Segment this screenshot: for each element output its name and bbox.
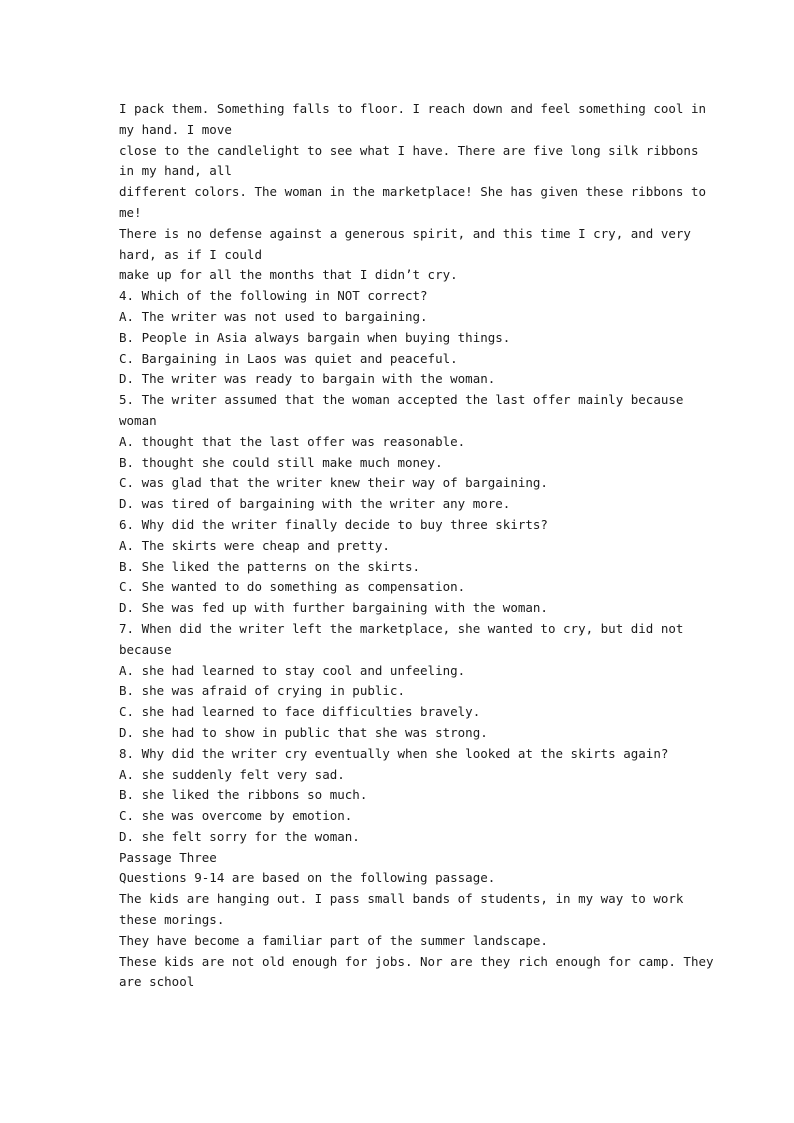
question-5-option-c: C. was glad that the writer knew their way of bargaining. bbox=[119, 475, 548, 491]
passage-line: me! bbox=[119, 204, 142, 220]
section-instructions: Questions 9-14 are based on the following passage. bbox=[119, 870, 496, 886]
passage-line: make up for all the months that I didn’t cry. bbox=[119, 267, 458, 283]
question-4: 4. Which of the following in NOT correct? bbox=[119, 288, 428, 304]
passage-line: I pack them. Something falls to floor. I reach down and feel something cool in bbox=[119, 101, 706, 116]
question-8-option-d: D. she felt sorry for the woman. bbox=[119, 828, 360, 844]
question-7-continuation: because bbox=[119, 641, 172, 657]
question-6-option-c: C. She wanted to do something as compensation. bbox=[119, 579, 466, 595]
passage-line: these morings. bbox=[119, 912, 225, 928]
question-7-option-b: B. she was afraid of crying in public. bbox=[119, 683, 405, 699]
question-4-option-c: C. Bargaining in Laos was quiet and peaceful. bbox=[119, 350, 458, 366]
passage-line: These kids are not old enough for jobs. Nor are they rich enough for camp. They bbox=[119, 953, 714, 969]
question-5-option-b: B. thought she could still make much money. bbox=[119, 454, 443, 470]
question-6-option-b: B. She liked the patterns on the skirts. bbox=[119, 558, 421, 574]
passage-line: my hand. I move bbox=[119, 121, 232, 137]
question-8-option-b: B. she liked the ribbons so much. bbox=[119, 787, 368, 803]
question-7-option-d: D. she had to show in public that she was strong. bbox=[119, 724, 488, 740]
question-4-option-b: B. People in Asia always bargain when buying things. bbox=[119, 329, 511, 345]
passage-line: in my hand, all bbox=[119, 163, 232, 179]
question-5-option-a: A. thought that the last offer was reasonable. bbox=[119, 433, 466, 449]
question-5-continuation: woman bbox=[119, 412, 157, 428]
question-6-option-a: A. The skirts were cheap and pretty. bbox=[119, 537, 390, 553]
question-7-option-c: C. she had learned to face difficulties bravely. bbox=[119, 704, 481, 720]
question-4-option-a: A. The writer was not used to bargaining. bbox=[119, 308, 428, 324]
question-8: 8. Why did the writer cry eventually when she looked at the skirts again? bbox=[119, 745, 669, 761]
question-7: 7. When did the writer left the marketplace, she wanted to cry, but did not bbox=[119, 620, 684, 636]
passage-line: They have become a familiar part of the summer landscape. bbox=[119, 932, 548, 948]
question-6: 6. Why did the writer finally decide to buy three skirts? bbox=[119, 516, 548, 532]
document-body bbox=[119, 99, 714, 993]
question-5-option-d: D. was tired of bargaining with the writer any more. bbox=[119, 496, 511, 512]
question-6-option-d: D. She was fed up with further bargaining with the woman. bbox=[119, 600, 548, 616]
question-8-option-c: C. she was overcome by emotion. bbox=[119, 808, 353, 824]
passage-line: The kids are hanging out. I pass small bands of students, in my way to work bbox=[119, 891, 684, 907]
passage-line: hard, as if I could bbox=[119, 246, 262, 262]
question-8-option-a: A. she suddenly felt very sad. bbox=[119, 766, 345, 782]
question-7-option-a: A. she had learned to stay cool and unfeeling. bbox=[119, 662, 466, 678]
passage-line: There is no defense against a generous spirit, and this time I cry, and very bbox=[119, 225, 691, 241]
passage-line: close to the candlelight to see what I have. There are five long silk ribbons bbox=[119, 142, 699, 158]
question-4-option-d: D. The writer was ready to bargain with the woman. bbox=[119, 371, 496, 387]
question-5: 5. The writer assumed that the woman accepted the last offer mainly because bbox=[119, 392, 684, 408]
passage-line: different colors. The woman in the marketplace! She has given these ribbons to bbox=[119, 184, 706, 200]
passage-line: are school bbox=[119, 974, 195, 990]
section-heading: Passage Three bbox=[119, 849, 217, 865]
